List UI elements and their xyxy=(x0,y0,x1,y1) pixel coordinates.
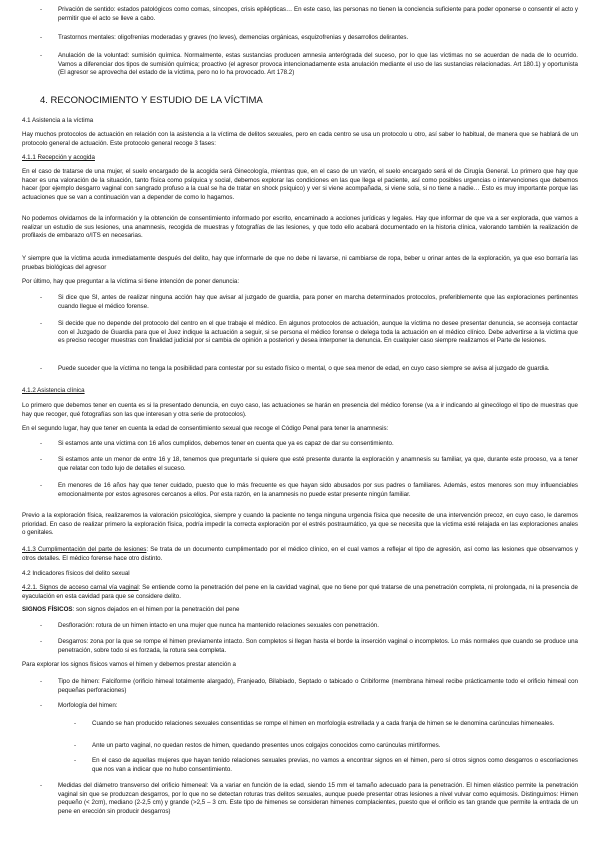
bullet-dash: - xyxy=(40,678,43,685)
bullet-dash: - xyxy=(40,702,43,709)
morfologia-item-1: Cuando se han producido relaciones sexuales consentidas se rompe el himen en morfología estrellada y a cada franja de himen se le denomina carúnculas himeneales. xyxy=(92,720,555,727)
bullet-dash: - xyxy=(40,6,43,13)
top-item-3: Anulación de la voluntad: sumisión química. Normalmente, estas sustancias producen amnesia anterógrada del suceso, por lo que las víctimas no se acuerdan de nada de lo ocurrido. Vamos a diferenciar dos tipos de sumisión química; proactivo (el agresor provoca intencionadamente esta anulación mediante el uso de las sustancias relacionadas. Art 180.1) y oportunista (El agresor se aprovecha del estado de la víctima, pero no lo ha provocado. Art 178.2) xyxy=(58,52,578,77)
bullet-dash: - xyxy=(40,782,43,789)
section-4-1-3 xyxy=(22,546,578,563)
section-4-1-2-title: 4.1.2 Asistencia clínica xyxy=(22,387,85,394)
top-item-1: Privación de sentido: estados patológicos como comas, síncopes, crisis epilépticas… En este caso, las personas no tienen la conciencia suficiente para poder oponerse o consentir el acto y permitir que el acto se lleve a cabo. xyxy=(58,6,578,22)
bullet-dash: - xyxy=(74,757,77,764)
denuncia-item-3: Puede suceder que la víctima no tenga la posibilidad para contestar por su estado físico o mental, o que sea menor de edad, en cuyo caso siempre se avisa al juzgado de guardia. xyxy=(58,365,550,372)
section-4-1-1-paragraph-4: Por último, hay que preguntar a la víctima si tiene intención de poner denuncia: xyxy=(22,278,240,285)
section-4-1-intro: Hay muchos protocolos de actuación en relación con la asistencia a la víctima de delitos sexuales, pero en cada centro se usa un protocolo u otro, así saber lo habitual, de manera que se hablará de un protocolo general de actuación. Este protocolo general recoge 3 fases: xyxy=(22,131,578,147)
top-item-2: Trastornos mentales: oligofrenias moderadas y graves (no leves), demencias orgánicas, esquizofrenias y desarrollos delirantes. xyxy=(58,34,409,41)
section-4-1-2-paragraph-3: Previo a la exploración física, realizaremos la valoración psicológica, siempre y cuando la paciente no tenga ninguna urgencia física que necesite de una intervención precoz, en cuyo caso, le daremos prioridad. En caso de realizar primero la exploración física, podría impedir la correcta exploración por el estrés postraumático, ya que se necesita que la víctima esté relajada en las exploraciones anales o genitales. xyxy=(22,512,578,537)
section-4-1-1-paragraph-1: En el caso de tratarse de una mujer, el suelo encargado de la acogida será Ginecología, mientras que, en el caso de un varón, el suelo encargado será el de Cirugía General. Lo primero que hay que hacer es una valoración de la situación, tanto física como psíquica y social, debemos explorar las condiciones en las que llega el paciente, así como posibles urgencias o intervenciones que debemos hacer (por ejemplo desgarro vaginal con sangrado profuso a la cual se ha de tratar en shock psíquico) y ver si viene acompañada, si viene sola, si no tiene a nadie… Esto es muy importante porque las actuaciones que se van a continuación van a depender de como lo hagamos. xyxy=(22,168,578,201)
section-4-2-1-text: : Se entiende como la penetración del pene en la cavidad vaginal, que no tiene por qué tratarse de una penetración completa, ni prolongada, ni la presencia de eyaculación en esta cavidad para que se considere delito. xyxy=(22,584,578,600)
bullet-dash: - xyxy=(74,742,77,749)
bullet-dash: - xyxy=(74,720,77,727)
himen-item-2: Morfología del himen: xyxy=(58,702,118,709)
morfologia-item-3: En el caso de aquellas mujeres que hayan tenido relaciones sexuales previas, no vamos a encontrar signos en el himen, pero sí otros signos como desgarros o escoriaciones que nos van a indicar que no hubo consentimiento. xyxy=(92,757,578,773)
bullet-dash: - xyxy=(40,638,43,645)
signos-text: : son signos dejados en el himen por la penetración del pene xyxy=(72,606,240,613)
morfologia-item-2: Ante un parto vaginal, no quedan restos de himen, quedando presentes unos colgajos conocidos como carúnculas mirtiformes. xyxy=(92,742,441,749)
signos-item-1: Desfloración: rotura de un himen intacto en una mujer que nunca ha mantenido relaciones sexuales con penetración. xyxy=(58,622,379,629)
bullet-dash: - xyxy=(40,320,43,327)
bullet-dash: - xyxy=(40,294,43,301)
medidas-item: Medidas del diámetro transverso del orificio himeneal: Va a variar en función de la edad, siendo 15 mm el tamaño adecuado para la penetración. El himen elástico permite la penetración vaginal sin que se produzcan desgarros, por lo que no se detectan roturas tras delitos sexuales, aunque puede presentar otras lesiones a nivel vulvar como equimosis. Distinguimos: Himen pequeño (< 2cm), mediano (2-2,5 cm) y grande (>2,5 – 3 cm. Este tipo de himenes se consideran himenes complacientes, puesto que el orificio es tan grande que permite la entrada de un pene en erección sin producir desgarros) xyxy=(58,782,578,815)
denuncia-item-2: Si decide que no depende del protocolo del centro en el que trabaje el médico. En algunos protocolos de actuación, aunque la víctima no desee presentar denuncia, se aconseja contactar con el Juzgado de Guardia para que el Juez indique la actuación a seguir, si se persona el médico forense o delega toda la actuación en el médico clínico. Debe advertirse a la víctima que es preciso recoger muestras con finalidad judicial por si cambia de opinión a posteriori y desea interponer la denuncia. En cualquier caso siempre realizamos el Parte de lesiones. xyxy=(58,320,578,345)
section-4-2-1 xyxy=(22,584,578,601)
bullet-dash: - xyxy=(40,52,43,59)
bullet-dash: - xyxy=(40,34,43,41)
section-4-1-2-paragraph-2: En el segundo lugar, hay que tener en cuenta la edad de consentimiento sexual que recoge el Código Penal para tener la anamnesis: xyxy=(22,425,389,432)
section-4-2-title: 4.2 Indicadores físicos del delito sexual xyxy=(22,570,130,577)
himen-intro: Para explorar los signos físicos vamos el himen y debemos prestar atención a xyxy=(22,661,236,668)
section-4-1-3-title: 4.1.3 Cumplimentación del parte de lesiones xyxy=(22,546,147,553)
himen-item-1: Tipo de himen: Falciforme (orificio himeal totalmente alargado), Franjeado, Bilabiado, Septado o tabicado o Cribiforme (membrana himeal recibe prácticamente todo el orificio himeal con pequeñas perforaciones) xyxy=(58,678,578,694)
bullet-dash: - xyxy=(40,440,43,447)
section-4-1-1-paragraph-2: No podemos olvidarnos de la información y la obtención de consentimiento informado por escrito, encaminado a acciones jurídicas y legales. Hay que informar de que va a ser explorada, que vamos a realizar un estudio de sus lesiones, una anamnesis, recogida de muestras y fotografías de las lesiones, y que todo ello acabará documentado en la historia clínica, valorando también la realización de profilaxis de embarazo o/ITS en necesarias. xyxy=(22,215,578,240)
section-4-title: 4. RECONOCIMIENTO Y ESTUDIO DE LA VÍCTIMA xyxy=(40,95,263,106)
age-item-2: Si estamos ante un menor de entre 16 y 18, tenemos que preguntarle si quiere que esté presente durante la exploración y anamnesis su familiar, ya que, durante este proceso, va a tener que relatar con todo lujo de detalles el suceso. xyxy=(58,456,578,472)
signos-item-2: Desgarros: zona por la que se rompe el himen previamente intacto. Son completos si llegan hasta el borde la inserción vaginal o incompletos. Lo más normales que cuando se produce una penetración, sobre todo si es forzada, la rotura sea completa. xyxy=(58,638,578,654)
section-4-1-2-paragraph-1: Lo primero que debemos tener en cuenta es si la presentado denuncia, en cuyo caso, las actuaciones se harán en presencia del médico forense (va a ir indicando al ginecólogo el tipo de muestras que hay que recoger, qué fotografías son las que interesan y otra serie de protocolos). xyxy=(22,402,578,418)
denuncia-item-1: Si dice que SI, antes de realizar ninguna acción hay que avisar al juzgado de guardia, para poner en marcha determinados protocolos, preferiblemente que las exploraciones pertinentes cuando llegue el médico forense. xyxy=(58,294,578,310)
signos-label: SIGNOS FÍSICOS xyxy=(22,606,73,613)
bullet-dash: - xyxy=(40,622,43,629)
section-4-1-title: 4.1 Asistencia a la víctima xyxy=(22,117,94,124)
bullet-dash: - xyxy=(40,482,43,489)
age-item-3: En menores de 16 años hay que tener cuidado, puesto que lo más frecuente es que hayan sido abusados por sus padres o familiares. Además, estos menores son muy influenciables emocionalmente por estos agresores cercanos a ellos. Por esta razón, en la anamnesis no puede estar presente ningún familiar. xyxy=(58,482,578,498)
section-4-1-1-title: 4.1.1 Recepción y acogida xyxy=(22,154,95,161)
bullet-dash: - xyxy=(40,365,43,372)
bullet-dash: - xyxy=(40,456,43,463)
section-4-1-1-paragraph-3: Y siempre que la víctima acuda inmediatamente después del delito, hay que informarle de que no debe ni lavarse, ni cambiarse de ropa, beber u orinar antes de la exploración, ya que eso borraría las pruebas biológicas del agresor xyxy=(22,255,578,271)
section-4-1-3-text: : Se trata de un documento cumplimentado por el médico clínico, en el cual vamos a reflejar el tipo de agresión, así como las lesiones que observamos y otros detalles. El médico forense hace otro distinto. xyxy=(22,546,578,562)
section-4-2-1-title: 4.2.1. Signos de acceso carnal vía vaginal xyxy=(22,584,139,591)
age-item-1: Si estamos ante una víctima con 16 años cumplidos, debemos tener en cuenta que ya es capaz de dar su consentimiento. xyxy=(58,440,394,447)
signos-line xyxy=(22,606,578,615)
